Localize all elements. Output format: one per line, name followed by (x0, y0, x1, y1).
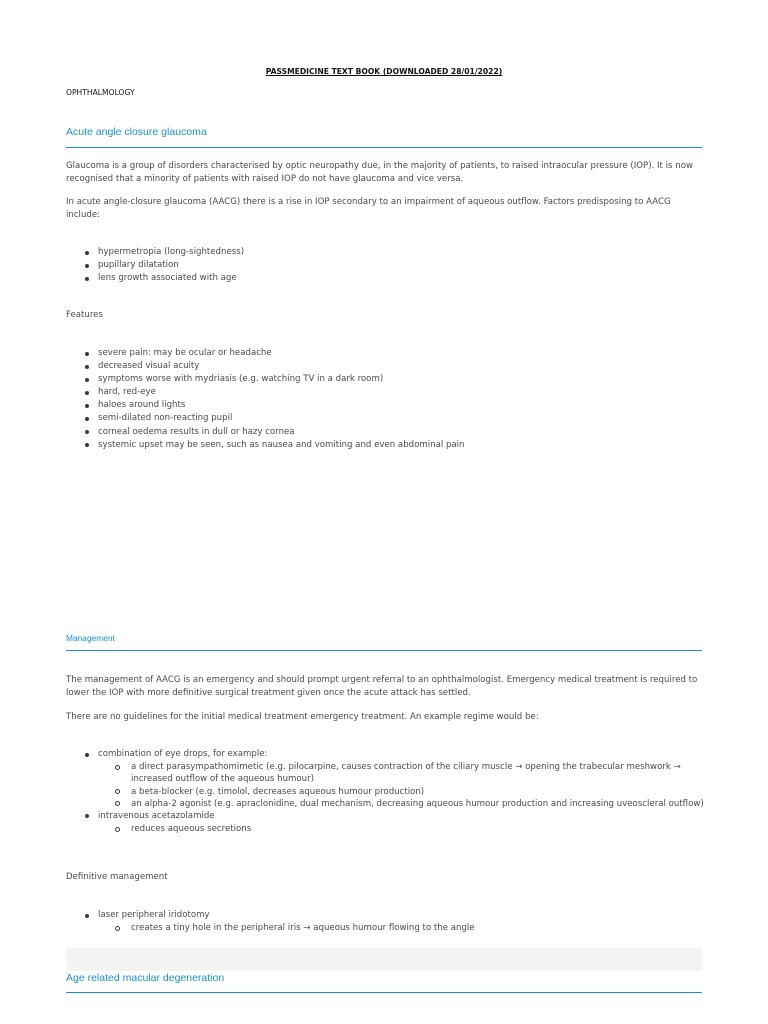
sub-list-item: creates a tiny hole in the peripheral iris → aqueous humour flowing to the angle (98, 922, 706, 934)
list-item: hypermetropia (long-sightedness) (66, 246, 706, 259)
intro-paragraph-1: Glaucoma is a group of disorders characterised by optic neuropathy due, in the majority of patients, to raised intraocular pressure (IOP). It is now recognised that a minority of patients with raised IOP do not have glaucoma and vice versa. (66, 161, 693, 184)
sub-list (98, 922, 706, 934)
list-item: lens growth associated with age (66, 272, 706, 285)
intro-paragraph-2: In acute angle-closure glaucoma (AACG) there is a rise in IOP secondary to an impairment of aqueous outflow. Factors predisposing to AACG include: (66, 197, 671, 220)
list-item: decreased visual acuity (66, 360, 706, 373)
list-item: symptoms worse with mydriasis (e.g. watching TV in a dark room) (66, 373, 706, 386)
section-spacer-band (66, 948, 702, 971)
section-title-amd: Age related macular degeneration (66, 972, 225, 984)
definitive-management-list (66, 909, 706, 934)
section-title-aacg: Acute angle closure glaucoma (66, 126, 207, 138)
list-item: semi-dilated non-reacting pupil (66, 412, 706, 425)
section-title-management: Management (66, 633, 115, 643)
section-divider (66, 147, 702, 148)
list-item-label: laser peripheral iridotomy (98, 910, 210, 920)
list-item: haloes around lights (66, 399, 706, 412)
subject-heading: OPHTHALMOLOGY (66, 88, 135, 97)
sub-list-item: a beta-blocker (e.g. timolol, decreases aqueous humour production) (98, 786, 706, 798)
sub-list-item: a direct parasympathomimetic (e.g. pilocarpine, causes contraction of the ciliary muscle → opening the trabecular meshwork → increased outflow of the aqueous humour) (98, 761, 706, 785)
management-paragraph-1: The management of AACG is an emergency and should prompt urgent referral to an ophthalmologist. Emergency medical treatment is required to lower the IOP with more definitive surgical treatment given once the acute attack has settled. (66, 675, 698, 698)
sub-list-item: an alpha-2 agonist (e.g. apraclonidine, dual mechanism, decreasing aqueous humour production and increasing uveoscleral outflow) (98, 798, 706, 810)
sub-list-item: reduces aqueous secretions (98, 823, 706, 835)
emergency-treatment-list (66, 748, 706, 835)
definitive-management-label: Definitive management (66, 872, 168, 882)
features-label: Features (66, 310, 103, 320)
list-item (66, 748, 706, 810)
sub-list (98, 761, 706, 810)
predisposing-factors-list (66, 246, 706, 285)
features-list (66, 347, 706, 452)
list-item: hard, red-eye (66, 386, 706, 399)
list-item: pupillary dilatation (66, 259, 706, 272)
list-item-label: intravenous acetazolamide (98, 810, 215, 821)
list-item: corneal oedema results in dull or hazy cornea (66, 426, 706, 439)
list-item: severe pain: may be ocular or headache (66, 347, 706, 360)
section-divider (66, 992, 702, 993)
list-item-label: combination of eye drops, for example: (98, 749, 268, 759)
sub-list (98, 823, 706, 835)
list-item (66, 810, 706, 835)
section-divider (66, 650, 702, 651)
management-paragraph-2: There are no guidelines for the initial medical treatment emergency treatment. An example regime would be: (66, 712, 539, 722)
list-item (66, 909, 706, 934)
document-title: PASSMEDICINE TEXT BOOK (DOWNLOADED 28/01/2022) (265, 67, 503, 76)
list-item: systemic upset may be seen, such as nausea and vomiting and even abdominal pain (66, 439, 706, 452)
